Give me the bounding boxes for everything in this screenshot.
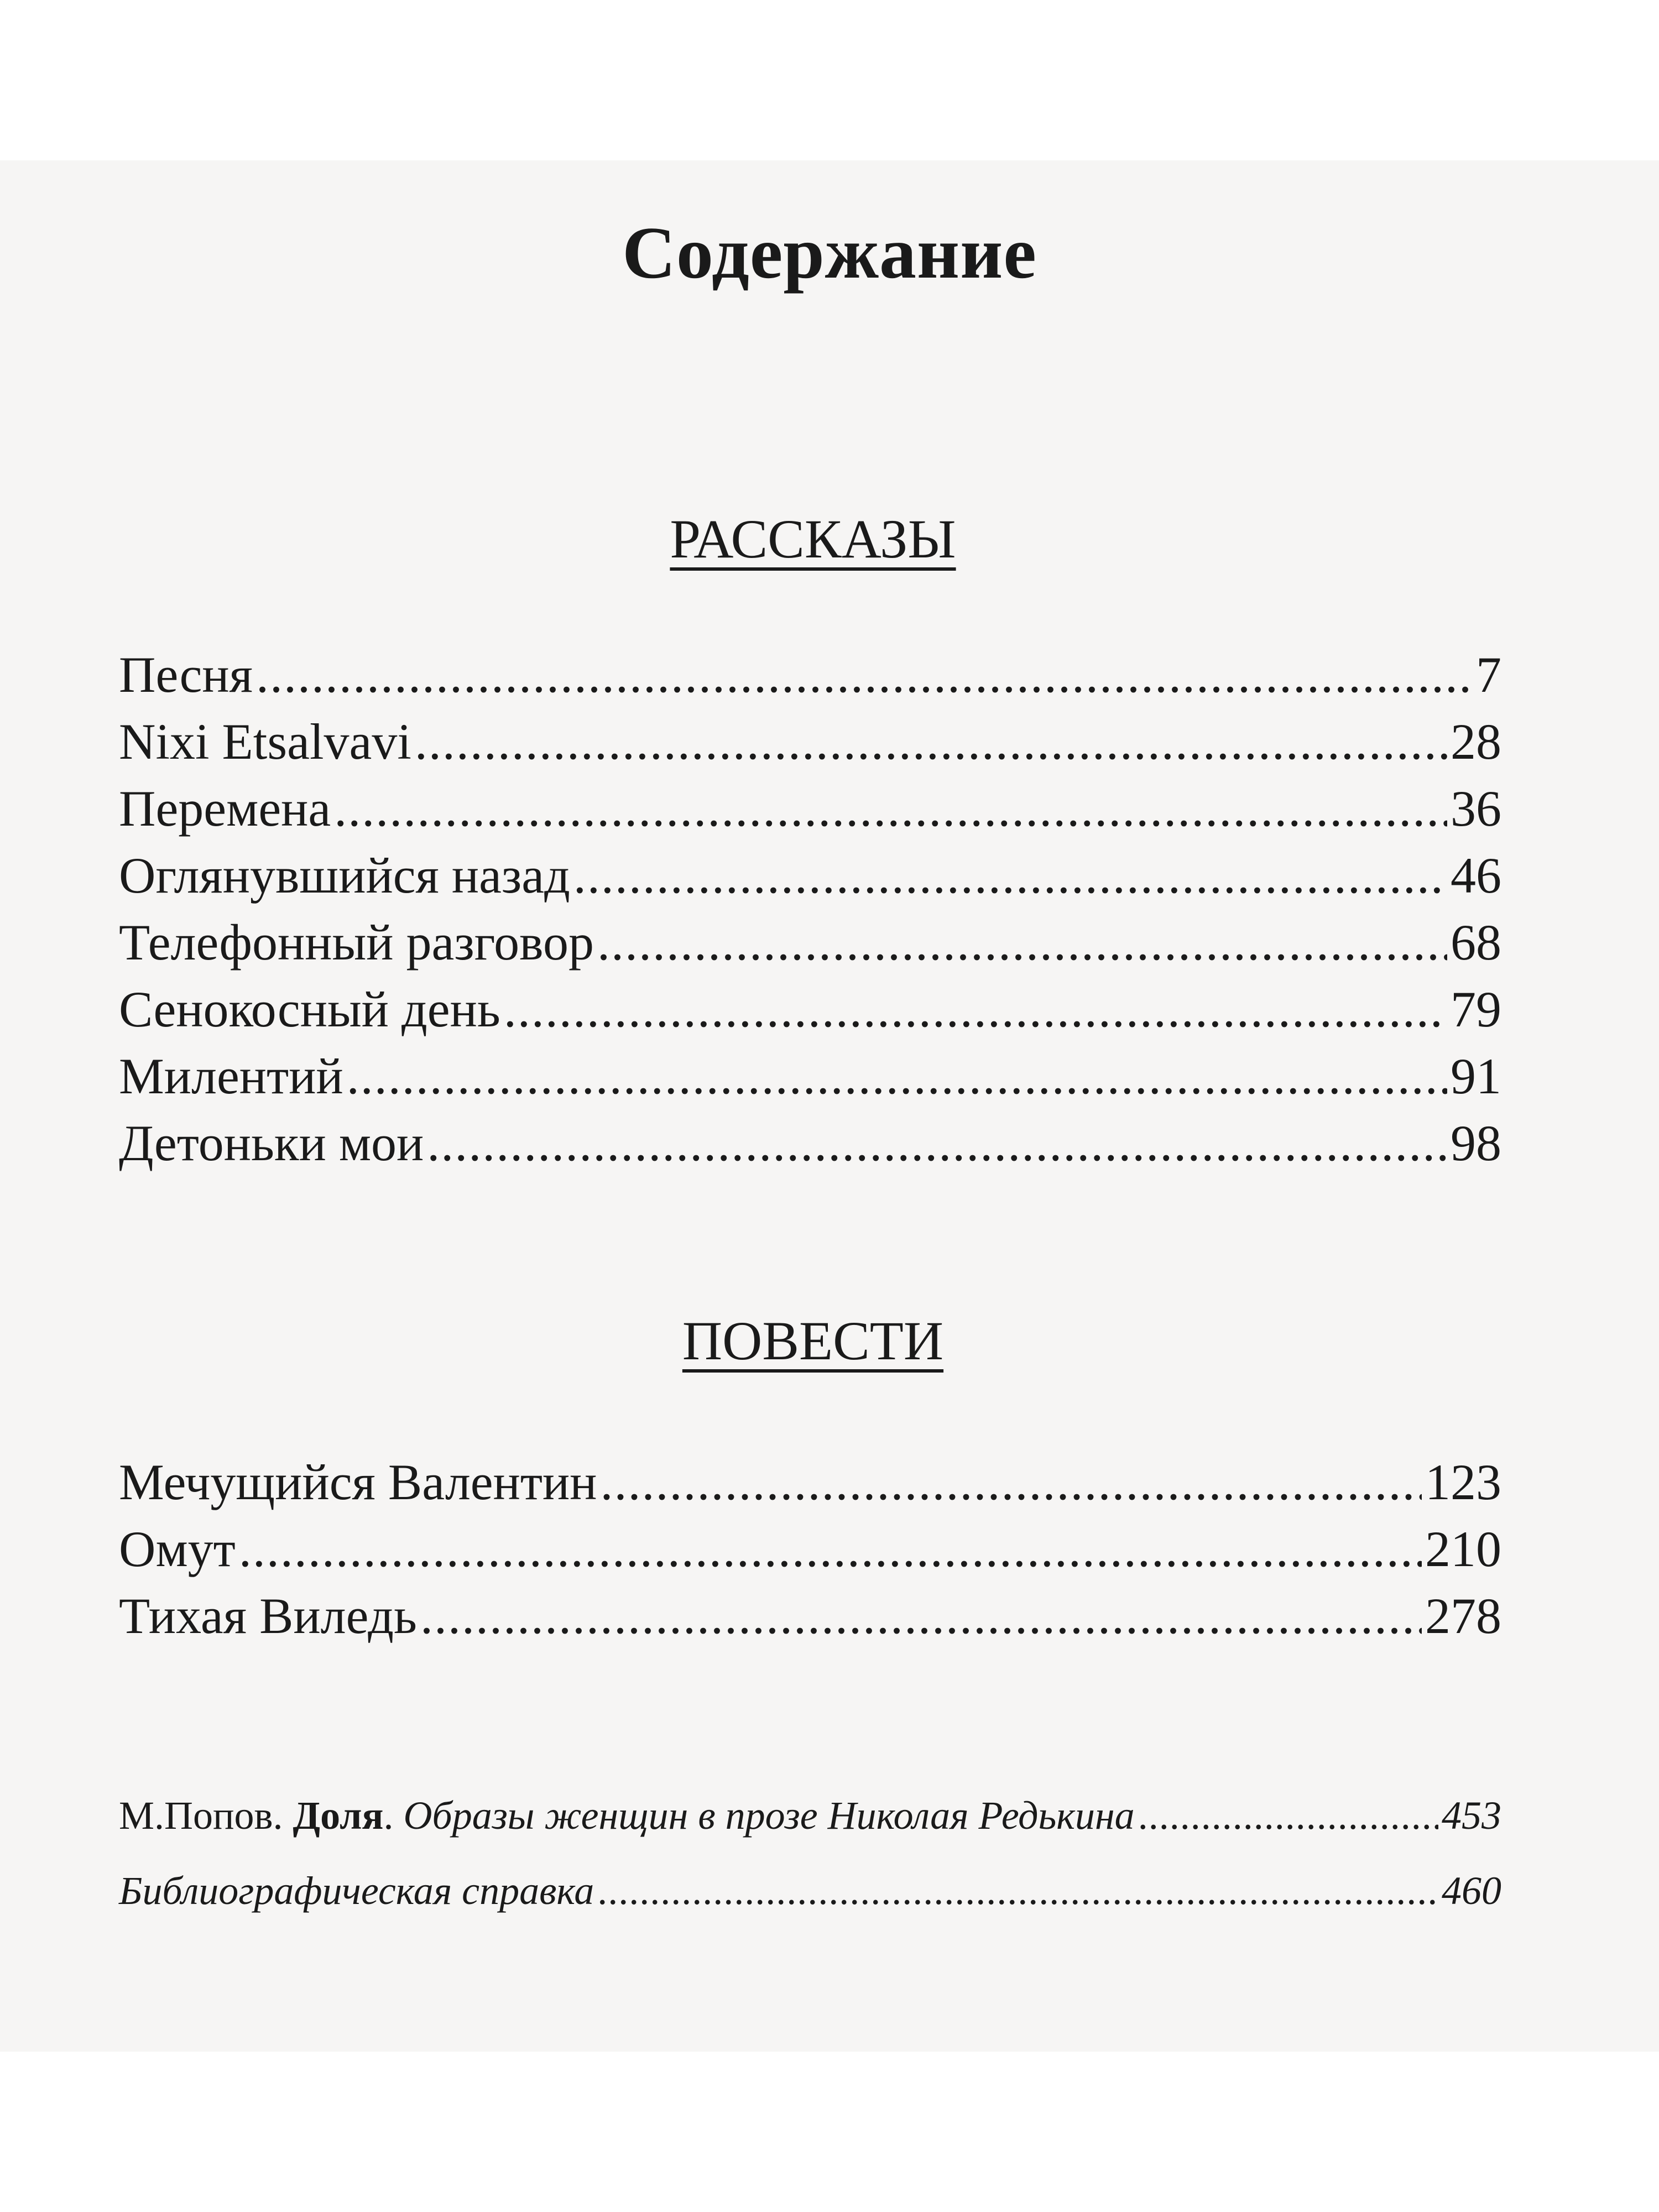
appendix-entry-page: 460 — [1442, 1869, 1501, 1913]
dot-leader — [334, 775, 1447, 842]
toc-entry[interactable] — [119, 1449, 1501, 1516]
toc-entry-page: 79 — [1451, 981, 1501, 1037]
toc-entry-title: Омут — [119, 1521, 236, 1577]
toc-entry-title: Мечущийся Валентин — [119, 1454, 597, 1510]
toc-entry[interactable] — [119, 641, 1501, 708]
toc-entry-page: 210 — [1425, 1521, 1501, 1577]
toc-entry[interactable] — [119, 1516, 1501, 1583]
essay-author: М.Попов. — [119, 1793, 283, 1838]
toc-entry-page: 123 — [1425, 1454, 1501, 1510]
toc-entry-title: Nixi Etsalvavi — [119, 713, 411, 770]
dot-leader — [1138, 1778, 1438, 1853]
toc-entry-page: 36 — [1451, 780, 1501, 837]
dot-leader — [415, 708, 1447, 775]
dot-leader — [504, 976, 1447, 1043]
toc-entry-title: Детоньки мои — [119, 1115, 424, 1171]
section-heading-stories: РАССКАЗЫ — [670, 508, 956, 570]
dot-leader — [573, 842, 1447, 909]
appendix-entry-essay[interactable] — [119, 1778, 1501, 1853]
appendix-entry-page: 453 — [1442, 1793, 1501, 1838]
toc-entry-title: Песня — [119, 646, 253, 703]
essay-title-period: . — [383, 1793, 394, 1838]
essay-title: Доля — [293, 1793, 384, 1838]
dot-leader — [256, 641, 1473, 708]
toc-entry-title: Тихая Виледь — [119, 1588, 417, 1644]
dot-leader — [597, 909, 1447, 976]
toc-entry[interactable] — [119, 842, 1501, 909]
bibliography-title: Библиографическая справка — [119, 1869, 594, 1913]
page-title: Содержание — [622, 212, 1037, 294]
essay-subtitle: Образы женщин в прозе Николая Редькина — [403, 1793, 1135, 1838]
toc-entry[interactable] — [119, 1043, 1501, 1110]
dot-leader — [427, 1110, 1447, 1177]
toc-entry-title: Милентий — [119, 1048, 343, 1104]
toc-entry-title: Перемена — [119, 780, 331, 837]
toc-list-stories — [119, 641, 1501, 1177]
toc-entry-title: Телефонный разговор — [119, 914, 594, 971]
toc-entry[interactable] — [119, 1583, 1501, 1650]
toc-entry[interactable] — [119, 775, 1501, 842]
appendix-entry-title-group — [119, 1778, 1135, 1853]
dot-leader — [239, 1516, 1422, 1583]
toc-entry[interactable] — [119, 909, 1501, 976]
dot-leader — [597, 1853, 1438, 1928]
toc-entry-page: 68 — [1451, 914, 1501, 971]
section-heading-novellas: ПОВЕСТИ — [682, 1310, 944, 1371]
toc-entry-page: 46 — [1451, 847, 1501, 904]
dot-leader — [420, 1583, 1422, 1650]
toc-entry-page: 91 — [1451, 1048, 1501, 1104]
toc-entry-page: 98 — [1451, 1115, 1501, 1171]
dot-leader — [347, 1043, 1447, 1110]
appendix-list — [119, 1778, 1501, 1928]
toc-entry-page: 7 — [1476, 646, 1501, 703]
toc-entry-title: Сенокосный день — [119, 981, 500, 1037]
toc-entry[interactable] — [119, 976, 1501, 1043]
toc-entry-page: 278 — [1425, 1588, 1501, 1644]
toc-list-novellas — [119, 1449, 1501, 1650]
toc-entry[interactable] — [119, 1110, 1501, 1177]
appendix-entry-bibliography[interactable] — [119, 1853, 1501, 1928]
toc-entry-title: Оглянувшийся назад — [119, 847, 570, 904]
toc-entry[interactable] — [119, 708, 1501, 775]
dot-leader — [601, 1449, 1422, 1516]
toc-entry-page: 28 — [1451, 713, 1501, 770]
